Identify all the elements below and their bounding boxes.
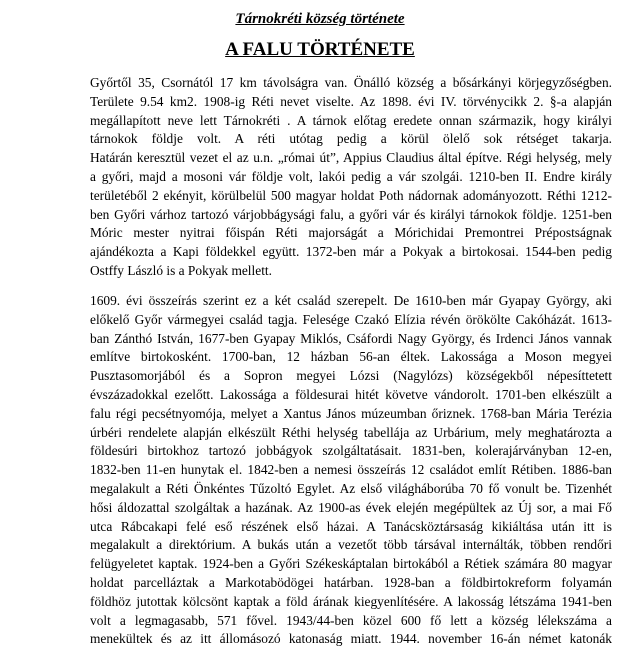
text-line: ban Zánthó István, 1677-ben Gyapay Miklós, Csáfordi Nagy György, és Irdenci János vannak: [90, 330, 612, 346]
text-line: tárnokok földje volt. A réti utótag pedig a körül ölelő sok rétséget takarja.: [90, 131, 612, 147]
paragraph-1: [90, 74, 612, 281]
text-line: földhöz jutottak kölcsönt kaptak a föld árának kiegyenlítésére. A lakosság létszáma 1941-ben: [90, 593, 612, 609]
document-title: Tárnokréti község története: [235, 11, 405, 27]
text-line: Területe 9.54 km2. 1908-ig Réti nevet viselte. Az 1898. évi IV. törvénycikk 2. §-a alapján: [90, 93, 612, 109]
text-line: 1609. évi összeírás szerint ez a két család szerepelt. De 1610-ben már Gyapay György, aki: [90, 293, 612, 308]
text-line: megalakult a direktórium. A bukás után a vezetőt több társával internálták, többen rendőri: [90, 537, 612, 553]
text-line: Pusztasomorjából és a Sopron megyei Lózsi (Nagylózs) községekből népesíttetett: [90, 368, 612, 384]
text-line: területéből 2 ekényit, körülbelül 500 magyar holdat Poth nádornak adományozott. Réthi 1212-: [90, 187, 612, 203]
text-line: volt a legmagasabb, 571 fővel. 1943/44-ben közel 600 fő lett a község lélekszáma a: [90, 612, 612, 628]
text-line: holdat parcelláztak a Markotabödögei határban. 1928-ban a földbirtokreform folyamán: [90, 574, 612, 590]
text-line: ben Győri várhoz tartozó várjobbágysági falu, a győri vár és királyi tárnokok földje. 1251-ben: [90, 206, 612, 222]
text-line: utca Rábcakapi felé eső részének első házai. A Tanácsköztársaság kikiáltása után itt is: [90, 518, 612, 534]
text-line: a győri, majd a mosoni vár földje volt, lakói pedig a vár szolgái. 1210-ben II. Endre király: [90, 168, 612, 184]
text-line: említve birtokosként. 1700-ban, 12 házban 56-an éltek. Lakossága a Moson megyei: [90, 349, 612, 365]
paragraph-2: [90, 292, 612, 649]
section-title: A FALU TÖRTÉNETE: [225, 39, 415, 60]
text-line: falu régi pecsétnyomója, melyet a Xantus János múzeumban őriznek. 1768-ban Mária Terézia: [90, 405, 612, 421]
text-line: Győrtől 35, Csornától 17 km távolságra van. Önálló község a bősárkányi körjegyzőségben.: [90, 75, 612, 90]
text-line: 1832-ben 11-en hunytak el. 1842-ben a nemesi összeírás 12 családot említ Rétiben. 1886-ban: [90, 462, 612, 478]
text-line: évszázadokkal ezelőtt. Lakossága a földesurai hitét követve vándorolt. 1701-ben elkészült a: [90, 386, 612, 402]
text-line: ajándékozta a Kapi földekkel együtt. 1372-ben már a Pokyak a birtokosai. 1544-ben pedig: [90, 244, 612, 260]
text-line: úrbéri rendelete alapján elkészült Réthi helység tabellája az Urbárium, mely meghatározta a: [90, 424, 612, 440]
text-line: menekültek és az itt állomásozó katonaság miatt. 1944. november 16-án német katonák: [90, 631, 612, 647]
text-line: megalakult a Réti Önkéntes Tűzoltó Egylet. Az első világháborúba 70 fő vonult be. Tizenhét: [90, 480, 612, 496]
text-line: földesúri birtokhoz tartozó jobbágyok szolgáltatásait. 1831-ben, kolerajárványban 12-en,: [90, 443, 612, 459]
text-line: felügyeletet kaptak. 1924-ben a Győri Székeskáptalan birtokából a Rétiek számára 80 magyar: [90, 556, 612, 572]
text-line: Határán keresztül vezet el az u.n. „római út”, Appius Claudius által építve. Régi helység, mely: [90, 150, 612, 166]
text-line: Móric mester nyitrai főispán Réti majorságát a Mórichidai Premontrei Prépostságnak: [90, 225, 612, 241]
text-line: Ostffy László is a Pokyak mellett.: [90, 262, 272, 278]
text-line: megállapított neve lett Tárnokréti . A tárnok előtag eredete onnan származik, hogy királyi: [90, 112, 612, 128]
text-line: előkelő Győr vármegyei család tagja. Felesége Czakó Elízia révén örökölte Cakóházát. 1613-: [90, 311, 612, 327]
text-line: hősi áldozattal szolgáltak a hazának. Az 1900-as évek elején megépültek az Új sor, a mai Fő: [90, 499, 612, 515]
